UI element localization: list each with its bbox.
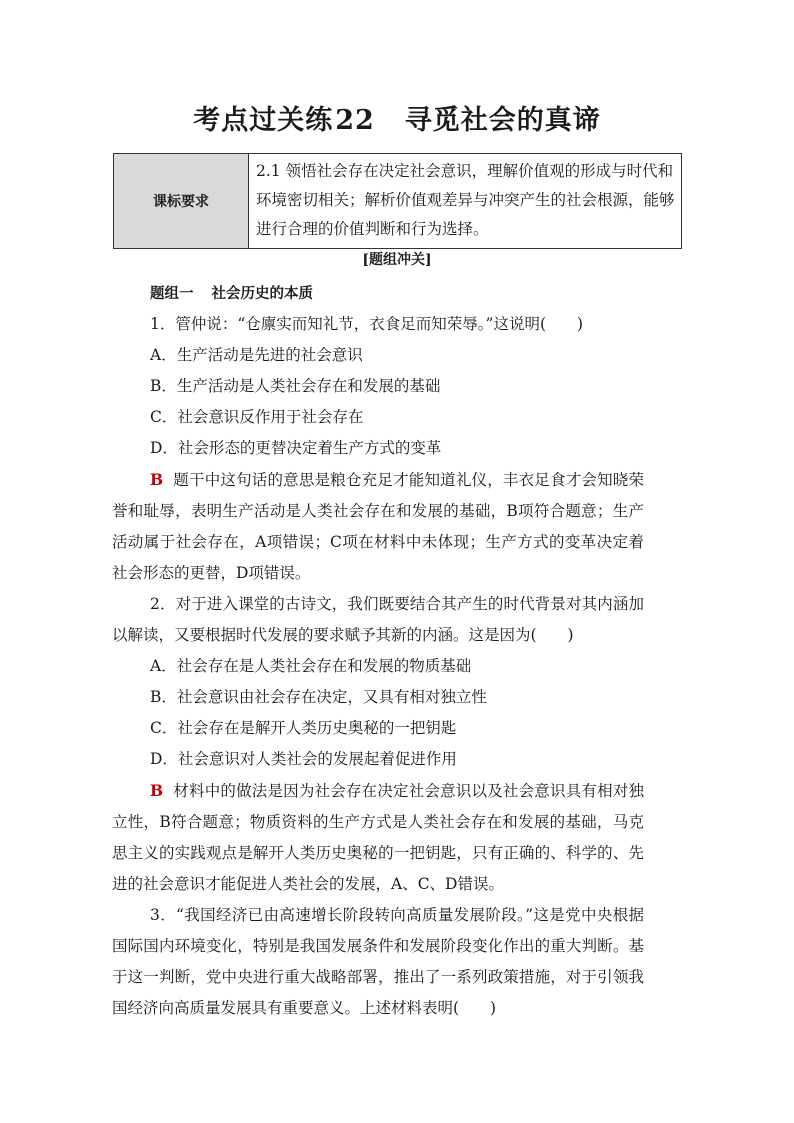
explanation-text: 材料中的做法是因为社会存在决定社会意识以及社会意识具有相对独立性，B符合题意；物质资料的生产方式是人类社会存在和发展的基础，马克思主义的实践观点是解开人类历史奥秘的一把钥匙，只有正确的、科学的、先进的社会意识才能促进人类社会的发展，A、C、D错误。 (112, 782, 644, 893)
explanation-text: 题干中这句话的意思是粮仓充足才能知道礼仪，丰衣足食才会知晓荣誉和耻辱，表明生产活动是人类社会存在和发展的基础，B项符合题意；生产活动属于社会存在，A项错误；C项在材料中未体现；生产方式的变革决定着社会形态的更替，D项错误。 (112, 471, 644, 582)
explanation-block (112, 464, 644, 589)
option-d: D．社会意识对人类社会的发展起着促进作用 (150, 750, 457, 768)
group-label: 题组一 (150, 285, 194, 302)
option-a: A．社会存在是人类社会存在和发展的物质基础 (150, 657, 472, 675)
requirements-table (113, 153, 682, 249)
explanation-block (112, 775, 644, 900)
question-stem: 2．对于进入课堂的古诗文，我们既要结合其产生的时代背景对其内涵加以解读，又要根据时代发展的要求赋予其新的内涵。这是因为( ) (112, 595, 644, 644)
question-body (112, 278, 682, 1024)
option-d: D．社会形态的更替决定着生产方式的变革 (150, 439, 442, 457)
question-stem: 3．“我国经济已由高速增长阶段转向高质量发展阶段。”这是党中央根据国际国内环境变化，特别是我国发展条件和发展阶段变化作出的重大判断。基于这一判断，党中央进行重大战略部署，推出了一系列政策措施，对于引领我国经济向高质量发展具有重要意义。上述材料表明( ) (112, 906, 644, 1017)
title-main: 考点过关练 (193, 105, 334, 136)
option-c: C．社会意识反作用于社会存在 (150, 408, 364, 426)
group-title: 社会历史的本质 (211, 285, 313, 302)
option-b: B．社会意识由社会存在决定，又具有相对独立性 (150, 688, 487, 706)
explanation-paragraph (112, 775, 644, 900)
question-stem: 1．管仲说：“仓廪实而知礼节，衣食足而知荣辱。”这说明( ) (150, 315, 584, 333)
group-heading (150, 278, 682, 309)
option-b: B．生产活动是人类社会存在和发展的基础 (150, 377, 441, 395)
question-stem-block (112, 900, 644, 1024)
explanation-paragraph (112, 464, 644, 589)
question-stem-block (112, 589, 644, 651)
title-number: 22 (335, 105, 375, 136)
option-c: C．社会存在是解开人类历史奥秘的一把钥匙 (150, 719, 457, 737)
option-a: A．生产活动是先进的社会意识 (150, 346, 363, 364)
requirements-content: 2.1 领悟社会存在决定社会意识，理解价值观的形成与时代和环境密切相关；解析价值观差异与冲突产生的社会根源，能够进行合理的价值判断和行为选择。 (249, 154, 682, 249)
answer-letter: B (150, 781, 164, 800)
answer-letter: B (150, 470, 164, 489)
requirements-label: 课标要求 (114, 154, 249, 249)
section-tag: [题组冲关] (362, 252, 432, 268)
page-title (0, 98, 794, 137)
title-subtitle: 寻觅社会的真谛 (404, 105, 601, 136)
